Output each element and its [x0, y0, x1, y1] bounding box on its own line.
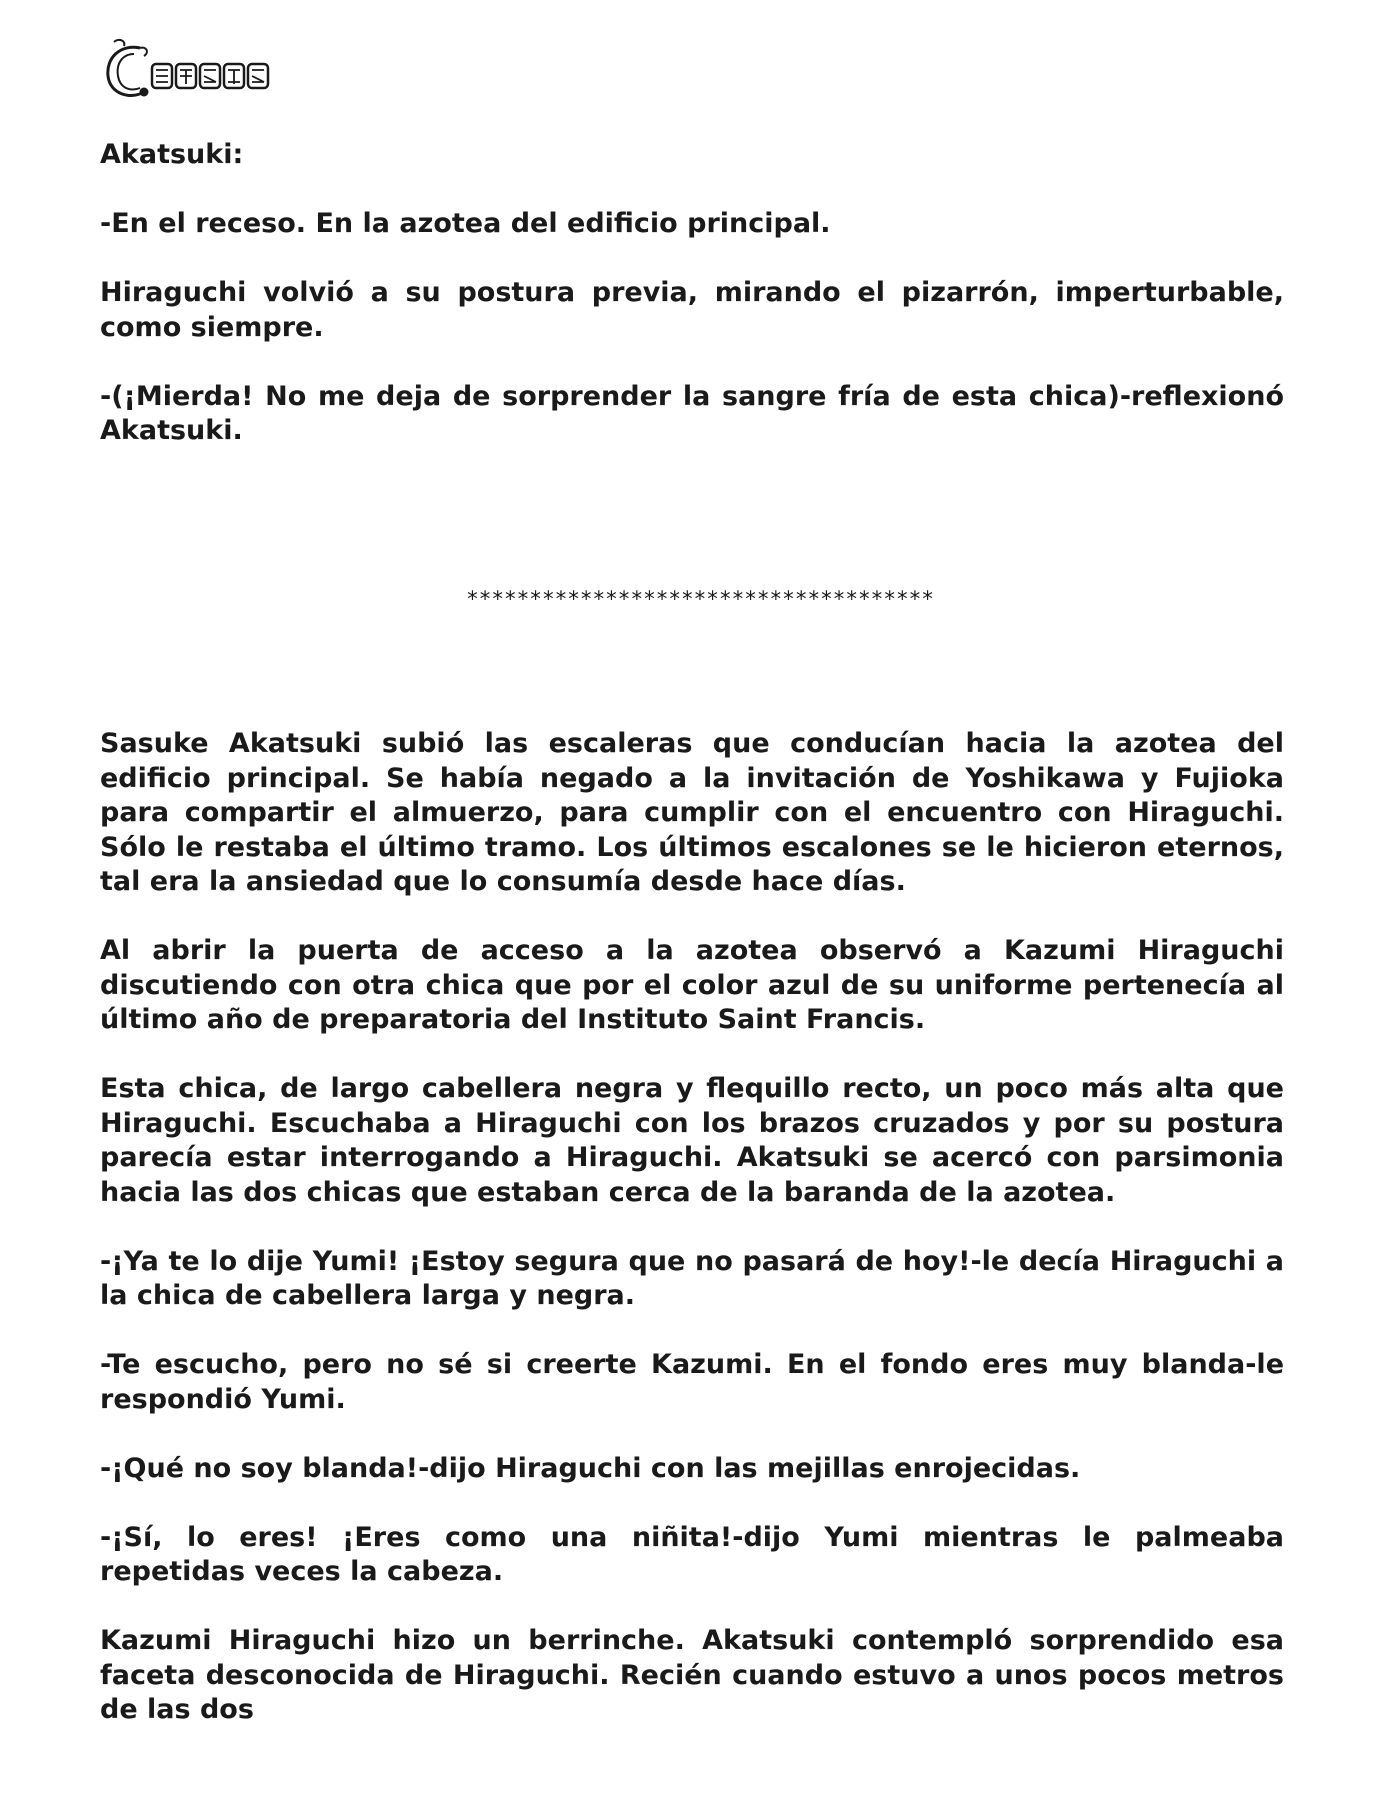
gothic-wordmark-logo-icon: [100, 36, 270, 104]
caesus-logo: [100, 36, 270, 104]
paragraph: -Te escucho, pero no sé si creerte Kazumi. En el fondo eres muy blanda-le respondió Yumi.: [100, 1349, 1284, 1415]
intro-section: [100, 138, 1284, 483]
paragraph: Sasuke Akatsuki subió las escaleras que conducían hacia la azotea del edificio principal. Se había negado a la invitación de Yoshikawa y Fujioka para compartir el almuerzo, para cumplir con el encuentro con Hiraguchi. Sólo le restaba el último tramo. Los últimos escalones se le hicieron eternos, tal era la ansiedad que lo consumía desde hace días.: [100, 728, 1284, 897]
paragraph: -¡Ya te lo dije Yumi! ¡Estoy segura que no pasará de hoy!-le decía Hiraguchi a la chica de cabellera larga y negra.: [100, 1245, 1284, 1311]
paragraph: -En el receso. En la azotea del edificio principal.: [100, 208, 831, 239]
paragraph: -(¡Mierda! No me deja de sorprender la sangre fría de esta chica)-reflexionó Akatsuki.: [100, 380, 1284, 446]
paragraph: Al abrir la puerta de acceso a la azotea observó a Kazumi Hiraguchi discutiendo con otra chica que por el color azul de su uniforme pertenecía al último año de preparatoria del Instituto Saint Francis.: [100, 935, 1284, 1035]
paragraph: -¡Sí, lo eres! ¡Eres como una niñita!-dijo Yumi mientras le palmeaba repetidas veces la cabeza.: [100, 1521, 1284, 1587]
body-section: [100, 727, 1284, 1762]
paragraph: Akatsuki:: [100, 139, 244, 170]
paragraph: Esta chica, de largo cabellera negra y flequillo recto, un poco más alta que Hiraguchi. Escuchaba a Hiraguchi con los brazos cruzados y por su postura parecía estar interrogando a Hiraguchi. Akatsuki se acercó con parsimonia hacia las dos chicas que estaban cerca de la baranda de la azotea.: [100, 1073, 1284, 1208]
paragraph: Hiraguchi volvió a su postura previa, mirando el pizarrón, imperturbable, como siempre.: [100, 277, 1284, 343]
scene-separator: *************************************: [466, 587, 934, 611]
paragraph: Kazumi Hiraguchi hizo un berrinche. Akatsuki contempló sorprendido esa faceta desconocida de Hiraguchi. Recién cuando estuvo a unos pocos metros de las dos: [100, 1625, 1284, 1725]
paragraph: -¡Qué no soy blanda!-dijo Hiraguchi con las mejillas enrojecidas.: [100, 1452, 1081, 1484]
